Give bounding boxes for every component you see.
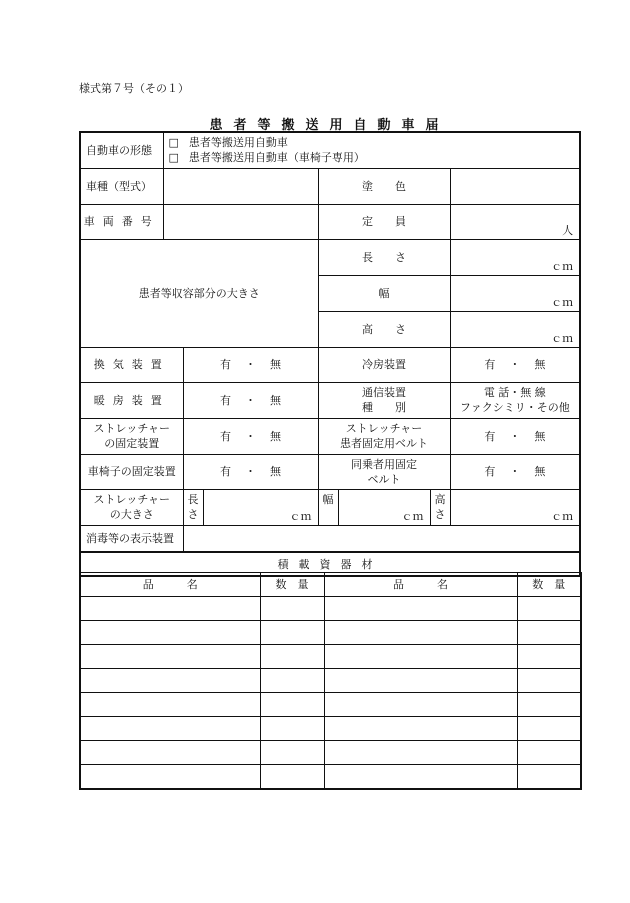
communication-label-line1: 通信装置 xyxy=(362,386,406,399)
stretcher-length-unit: ｃｍ xyxy=(289,509,312,523)
no-option[interactable]: 無 xyxy=(270,393,281,407)
compartment-length-field[interactable] xyxy=(450,239,580,275)
no-option[interactable]: 無 xyxy=(270,429,281,443)
stretcher-size-label xyxy=(80,489,183,525)
separator: ・ xyxy=(245,465,256,478)
cargo-item-name-left[interactable] xyxy=(80,717,260,741)
cargo-item-name-right[interactable] xyxy=(324,741,517,765)
cargo-item-qty-left[interactable] xyxy=(260,597,324,621)
no-option[interactable]: 無 xyxy=(534,429,546,443)
yes-option[interactable]: 有 xyxy=(484,429,496,443)
vehicle-color-field[interactable] xyxy=(450,168,580,204)
stretcher-size-label-line1: ストレッチャー xyxy=(93,493,171,506)
capacity-unit: 人 xyxy=(562,223,574,237)
no-option[interactable]: 無 xyxy=(270,358,281,371)
heating-label: 暖房装置 xyxy=(80,382,183,418)
compartment-width-label: 幅 xyxy=(318,275,450,311)
ventilation-label: 換気装置 xyxy=(80,347,183,382)
compartment-width-field[interactable] xyxy=(450,275,580,311)
cargo-item-name-left[interactable] xyxy=(80,621,260,645)
stretcher-size-label-line2: の大きさ xyxy=(109,508,154,521)
communication-choice-line2[interactable]: ファクシミリ・その他 xyxy=(459,401,570,414)
compartment-length-unit: ｃｍ xyxy=(551,259,574,273)
cargo-item-qty-left[interactable] xyxy=(260,621,324,645)
vehicle-color-label: 塗 色 xyxy=(318,168,450,204)
companion-belt-label-line1: 同乗者用固定 xyxy=(351,457,417,471)
patient-belt-label xyxy=(318,418,450,454)
form-type-option-standard-label: 患者等搬送用自動車 xyxy=(188,136,288,150)
ambulance-registration-form xyxy=(79,131,581,577)
table-row xyxy=(80,693,581,717)
cargo-item-name-left[interactable] xyxy=(80,645,260,669)
stretcher-height-field[interactable] xyxy=(450,489,580,525)
separator: ・ xyxy=(245,429,256,443)
communication-label xyxy=(318,382,450,418)
stretcher-length-label: 長さ xyxy=(183,489,203,525)
form-title: 患者等搬送用自動車届 xyxy=(209,118,450,133)
cargo-item-name-right[interactable] xyxy=(324,621,517,645)
cargo-item-name-left[interactable] xyxy=(80,597,260,621)
yes-option[interactable]: 有 xyxy=(220,465,231,478)
stretcher-height-unit: ｃｍ xyxy=(551,509,574,523)
heating-choice[interactable] xyxy=(183,382,318,418)
yes-option[interactable]: 有 xyxy=(484,358,496,371)
checkbox-icon[interactable]: □ xyxy=(168,136,179,150)
table-row xyxy=(80,597,581,621)
communication-label-line2: 種 別 xyxy=(362,401,406,414)
cargo-header-item-2: 品 名 xyxy=(324,573,517,597)
no-option[interactable]: 無 xyxy=(270,465,281,478)
communication-choice-line1[interactable]: 電 話・無 線 xyxy=(483,386,546,399)
companion-belt-label xyxy=(318,454,450,489)
vehicle-model-field[interactable] xyxy=(163,168,318,204)
cargo-header-qty-2: 数 量 xyxy=(517,573,581,597)
table-row xyxy=(80,765,581,789)
compartment-size-label: 患者等収容部分の大きさ xyxy=(80,239,318,347)
ventilation-choice[interactable] xyxy=(183,347,318,382)
cargo-item-qty-right[interactable] xyxy=(517,693,581,717)
cooling-label: 冷房装置 xyxy=(318,347,450,382)
yes-option[interactable]: 有 xyxy=(220,393,231,407)
separator: ・ xyxy=(245,393,256,407)
cargo-item-qty-right[interactable] xyxy=(517,597,581,621)
stretcher-fixing-label xyxy=(80,418,183,454)
compartment-height-unit: ｃｍ xyxy=(551,331,574,345)
stretcher-height-label: 高さ xyxy=(430,489,450,525)
cargo-item-qty-left[interactable] xyxy=(260,669,324,693)
companion-belt-label-line2: ベルト xyxy=(367,472,401,486)
stretcher-width-unit: ｃｍ xyxy=(401,509,424,523)
cargo-item-qty-right[interactable] xyxy=(517,669,581,693)
cargo-item-name-right[interactable] xyxy=(324,669,517,693)
yes-option[interactable]: 有 xyxy=(220,429,231,443)
vehicle-capacity-label: 定 員 xyxy=(318,204,450,239)
form-type-options xyxy=(163,132,580,168)
communication-choice[interactable] xyxy=(450,382,580,418)
cargo-item-qty-left[interactable] xyxy=(260,645,324,669)
cargo-item-name-right[interactable] xyxy=(324,645,517,669)
vehicle-number-label: 車両番号 xyxy=(80,204,163,239)
vehicle-number-field[interactable] xyxy=(163,204,318,239)
vehicle-model-label: 車種（型式） xyxy=(80,168,163,204)
checkbox-icon[interactable]: □ xyxy=(168,151,179,165)
cargo-item-name-right[interactable] xyxy=(324,765,517,789)
cooling-choice[interactable] xyxy=(450,347,580,382)
table-row xyxy=(80,621,581,645)
form-number: 様式第７号（その１） xyxy=(79,82,189,95)
form-type-option-wheelchair-label: 患者等搬送用自動車（車椅子専用） xyxy=(188,151,365,165)
cargo-item-qty-left[interactable] xyxy=(260,765,324,789)
cargo-item-name-right[interactable] xyxy=(324,693,517,717)
cargo-header-item-1: 品 名 xyxy=(80,573,260,597)
cargo-item-name-left[interactable] xyxy=(80,741,260,765)
patient-belt-choice[interactable] xyxy=(450,418,580,454)
separator: ・ xyxy=(245,358,256,371)
table-row xyxy=(80,669,581,693)
wheelchair-fixing-label: 車椅子の固定装置 xyxy=(80,454,183,489)
stretcher-length-field[interactable] xyxy=(203,489,318,525)
table-row xyxy=(80,645,581,669)
companion-belt-choice[interactable] xyxy=(450,454,580,489)
patient-belt-label-line2: 患者固定用ベルト xyxy=(340,437,428,450)
compartment-length-label: 長 さ xyxy=(318,239,450,275)
cargo-item-name-right[interactable] xyxy=(324,717,517,741)
cargo-item-qty-right[interactable] xyxy=(517,765,581,789)
cargo-item-qty-right[interactable] xyxy=(517,741,581,765)
patient-belt-label-line1: ストレッチャー xyxy=(345,422,423,435)
table-row xyxy=(80,717,581,741)
cargo-item-name-right[interactable] xyxy=(324,597,517,621)
cargo-item-qty-left[interactable] xyxy=(260,717,324,741)
cargo-item-qty-right[interactable] xyxy=(517,717,581,741)
compartment-height-label: 高 さ xyxy=(318,311,450,347)
separator: ・ xyxy=(509,429,521,443)
cargo-item-qty-left[interactable] xyxy=(260,693,324,717)
yes-option[interactable]: 有 xyxy=(484,465,496,478)
cargo-table xyxy=(79,572,582,790)
no-option[interactable]: 無 xyxy=(534,465,546,478)
cargo-item-name-left[interactable] xyxy=(80,693,260,717)
no-option[interactable]: 無 xyxy=(534,358,546,371)
wheelchair-fixing-choice[interactable] xyxy=(183,454,318,489)
form-type-option-wheelchair[interactable] xyxy=(169,150,580,165)
cargo-item-qty-right[interactable] xyxy=(517,621,581,645)
cargo-header-qty-1: 数 量 xyxy=(260,573,324,597)
stretcher-fixing-choice[interactable] xyxy=(183,418,318,454)
stretcher-width-label: 幅 xyxy=(318,489,338,525)
disinfection-label: 消毒等の表示装置 xyxy=(80,525,183,552)
cargo-section-title: 積載資器材 xyxy=(80,552,580,576)
stretcher-width-field[interactable] xyxy=(338,489,430,525)
stretcher-fixing-label-line1: ストレッチャー xyxy=(93,422,171,435)
stretcher-fixing-label-line2: の固定装置 xyxy=(104,437,160,450)
cargo-item-qty-left[interactable] xyxy=(260,741,324,765)
compartment-height-field[interactable] xyxy=(450,311,580,347)
vehicle-capacity-field[interactable] xyxy=(450,204,580,239)
cargo-item-qty-right[interactable] xyxy=(517,645,581,669)
compartment-width-unit: ｃｍ xyxy=(551,295,574,309)
separator: ・ xyxy=(509,465,521,478)
disinfection-field[interactable] xyxy=(183,525,580,552)
table-row xyxy=(80,741,581,765)
form-type-option-standard[interactable] xyxy=(169,135,580,150)
cargo-item-name-left[interactable] xyxy=(80,765,260,789)
yes-option[interactable]: 有 xyxy=(220,358,231,371)
separator: ・ xyxy=(509,358,521,371)
form-type-label: 自動車の形態 xyxy=(80,132,163,168)
cargo-item-name-left[interactable] xyxy=(80,669,260,693)
cargo-rows xyxy=(80,597,581,789)
